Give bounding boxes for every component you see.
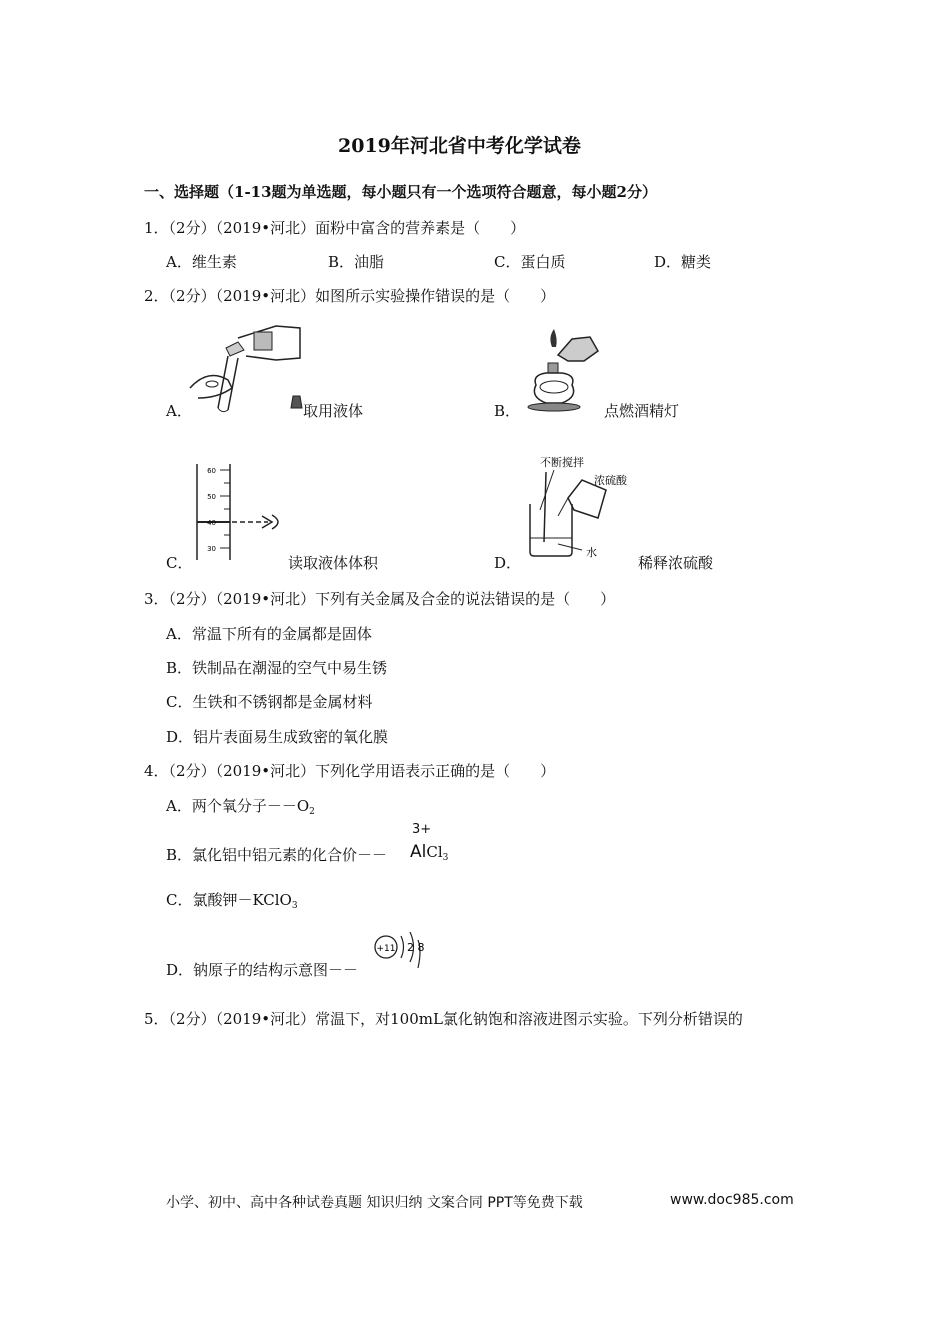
figure-alcohol-lamp [522, 325, 602, 413]
q4-valence-superscript: 3+ [412, 822, 432, 837]
question-4-stem: 4．（2分）（2019•河北）下列化学用语表示正确的是（ ） [144, 762, 556, 780]
label-stir: 不断搅拌 [540, 456, 584, 469]
q1-option-b: B．油脂 [328, 253, 385, 271]
label-water: 水 [586, 546, 597, 559]
tick-60: 60 [207, 467, 216, 475]
sodium-atom-diagram [372, 928, 428, 974]
nucleus-charge: +11 [376, 944, 396, 954]
q4-option-c-text: C．氯酸钾－KClO [166, 891, 292, 909]
figure-pour-liquid [188, 318, 308, 413]
q4-option-a [166, 795, 315, 817]
tick-30: 30 [207, 545, 216, 553]
q4-al-symbol: Al [410, 842, 427, 862]
figure-dilute-acid [522, 452, 642, 567]
q2-option-d-letter: D． [494, 554, 522, 572]
q1-option-c: C．蛋白质 [494, 253, 566, 271]
question-3-stem: 3．（2分）（2019•河北）下列有关金属及合金的说法错误的是（ ） [144, 590, 616, 608]
section-heading: 一、选择题（1-13题为单选题，每小题只有一个选项符合题意，每小题2分） [144, 183, 657, 201]
q4-formula-alcl3 [410, 842, 448, 863]
q4-cl-symbol: Cl [426, 843, 443, 861]
label-acid: 浓硫酸 [594, 474, 627, 487]
q4-option-b-text: B．氯化铝中铝元素的化合价－－ [166, 846, 388, 864]
q1-option-d: D．糖类 [654, 253, 712, 271]
q2-option-c-caption: 读取液体体积 [288, 554, 379, 572]
q2-option-c-letter: C． [166, 554, 193, 572]
q3-option-c: C．生铁和不锈钢都是金属材料 [166, 693, 373, 711]
q4-option-d-text: D．钠原子的结构示意图－－ [166, 961, 359, 979]
tick-40: 40 [207, 519, 216, 527]
q2-option-b-letter: B． [494, 402, 521, 420]
q4-option-a-text: A．两个氧分子－－O [166, 797, 310, 815]
question-1-stem: 1．（2分）（2019•河北）面粉中富含的营养素是（ ） [144, 219, 526, 237]
q3-option-b: B．铁制品在潮湿的空气中易生锈 [166, 659, 388, 677]
q3-option-d: D．铝片表面易生成致密的氧化膜 [166, 728, 389, 746]
question-2-stem: 2．（2分）（2019•河北）如图所示实验操作错误的是（ ） [144, 287, 556, 305]
question-5-stem: 5．（2分）（2019•河北）常温下，对100mL氯化钠饱和溶液进图示实验。下列分析错误的 [144, 1010, 743, 1028]
q4-option-a-subscript: 2 [309, 807, 315, 817]
q4-cl-subscript: 3 [442, 853, 449, 863]
q4-option-c-subscript: 3 [291, 901, 298, 911]
q3-option-a: A．常温下所有的金属都是固体 [166, 625, 372, 643]
q2-option-d-caption: 稀释浓硫酸 [638, 554, 714, 572]
tick-50: 50 [207, 493, 216, 501]
q2-option-b-caption: 点燃酒精灯 [604, 402, 680, 420]
page-title: 2019年河北省中考化学试卷 [338, 135, 581, 157]
footer-text: 小学、初中、高中各种试卷真题 知识归纳 文案合同 PPT等免费下载 [166, 1195, 583, 1211]
q1-option-a: A．维生素 [166, 253, 237, 271]
footer-url[interactable]: www.doc985.com [670, 1192, 794, 1208]
q2-option-a-letter: A． [166, 402, 192, 420]
q4-option-c [166, 889, 298, 911]
electron-shells: 2 8 [407, 941, 425, 954]
q2-option-a-caption: 取用液体 [303, 402, 364, 420]
figure-graduated-cylinder [192, 462, 292, 562]
